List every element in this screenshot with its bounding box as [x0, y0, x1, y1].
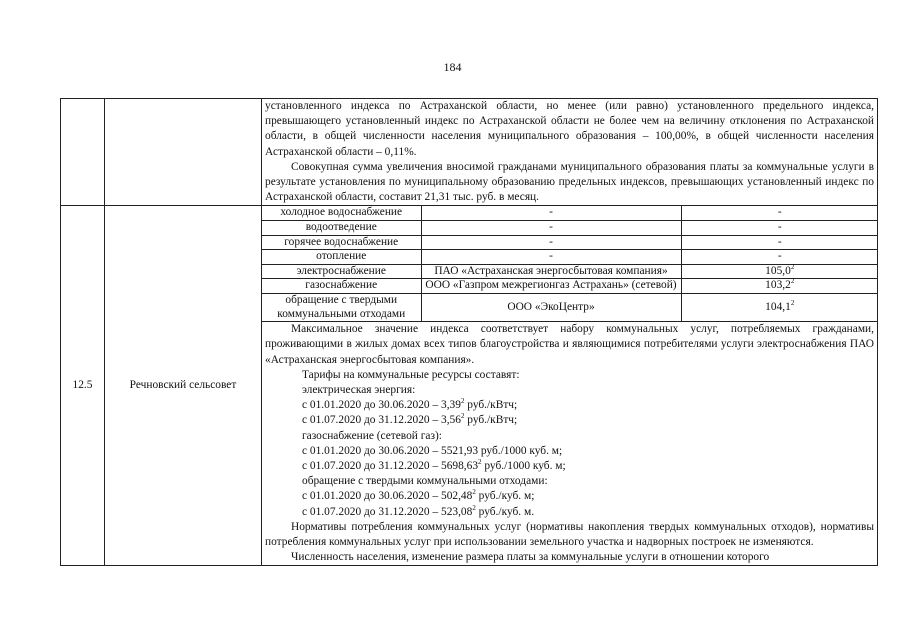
service-provider: ООО «ЭкоЦентр» [421, 293, 681, 321]
footnote-mark: 2 [460, 412, 465, 421]
tariff-unit: руб./1000 куб. м; [481, 460, 566, 472]
document-table [60, 98, 878, 566]
service-name: газоснабжение [262, 279, 421, 294]
footnote-mark: 2 [790, 263, 795, 271]
tariff-text: с 01.07.2020 до 31.12.2020 – 5698,63 [302, 460, 479, 472]
tariff-text: с 01.01.2020 до 30.06.2020 – 502,48 [302, 490, 473, 503]
service-index [681, 279, 878, 294]
service-row [262, 279, 878, 294]
municipality-row [61, 206, 878, 322]
paragraph: Нормативы потребления коммунальных услуг (нормативы накопления твердых коммунальных отходов), нормативы потребления коммунальных услуг при использовании земельного участка и надворных построек не изменяются. [265, 520, 874, 549]
text-line: Тарифы на коммунальные ресурсы составят: [302, 368, 520, 381]
service-provider: - [421, 235, 681, 250]
service-name: электроснабжение [262, 264, 421, 279]
description-cell [262, 322, 878, 566]
tariff-line [265, 489, 874, 504]
footnote-mark: 2 [478, 458, 482, 467]
tariff-line [265, 398, 874, 413]
service-index [681, 235, 878, 250]
tariff-text: с 01.01.2020 до 30.06.2020 – 3,39 [302, 399, 461, 412]
row-number: 12.5 [61, 206, 105, 566]
continuation-text-cell [262, 99, 878, 206]
paragraph: Численность населения, изменение размера платы за коммунальные услуги в отношении которого [291, 551, 770, 564]
paragraph: установленного индекса по Астраханской области, но менее (или равно) установленного предельного индекса, превышающего установленный индекс по Астраханской области не более чем на величину отклонения по Астраханской области, в общей численности населения муниципального образования – 100,00%, в общей численности населения Астраханской области – 0,11%. [265, 100, 874, 158]
tariff-line [265, 413, 874, 428]
tariff-text: с 01.07.2020 до 31.12.2020 – 523,08 [302, 505, 473, 518]
tariff-line [265, 444, 874, 459]
service-provider: - [421, 250, 681, 265]
index-value: 105,0 [765, 264, 791, 277]
service-row [262, 264, 878, 279]
service-name: холодное водоснабжение [262, 206, 421, 220]
index-value: - [777, 235, 782, 248]
index-value: 104,1 [765, 300, 791, 313]
service-index [681, 221, 878, 236]
tariff-unit: руб./кВтч; [464, 414, 518, 427]
footnote-mark: 2 [790, 298, 795, 307]
service-index [681, 206, 878, 220]
service-row [262, 250, 878, 265]
paragraph: Совокупная сумма увеличения вносимой гражданами муниципального образования платы за коммунальные услуги в результате установления по муниципальному образованию предельных индексов, превышающих установленный индекс по Астраханской области, составит 21,31 тыс. руб. в месяц. [265, 160, 874, 204]
service-provider: ПАО «Астраханская энергосбытовая компания» [421, 264, 681, 279]
index-value: - [777, 206, 782, 219]
services-table [262, 206, 878, 322]
service-index [681, 250, 878, 265]
service-index [681, 264, 878, 279]
service-row [262, 221, 878, 236]
tariff-unit: руб./куб. м. [475, 505, 535, 518]
tariff-unit: руб./кВтч; [464, 399, 518, 412]
index-value: 103,2 [765, 279, 791, 292]
service-provider: - [421, 221, 681, 236]
text-line: газоснабжение (сетевой газ): [302, 429, 442, 442]
text-line: электрическая энергия: [302, 383, 416, 396]
page-number: 184 [443, 60, 462, 74]
tariff-text: с 01.01.2020 до 30.06.2020 – 5521,93 руб./1000 куб. м; [302, 444, 563, 457]
service-provider: ООО «Газпром межрегионгаз Астрахань» (сетевой) [421, 279, 681, 294]
service-name: отопление [262, 250, 421, 265]
services-cell [262, 206, 878, 322]
service-row [262, 293, 878, 321]
empty-number-cell [61, 99, 105, 206]
tariff-line [265, 505, 874, 520]
footnote-mark: 2 [472, 488, 476, 497]
empty-name-cell [105, 99, 262, 206]
service-row [262, 235, 878, 250]
text-line: обращение с твердыми коммунальными отходами: [302, 475, 548, 488]
service-provider: - [421, 206, 681, 220]
index-value: - [777, 221, 782, 234]
footnote-mark: 2 [790, 277, 795, 286]
tariff-text: с 01.07.2020 до 31.12.2020 – 3,56 [302, 414, 461, 427]
continuation-row [61, 99, 878, 206]
service-row [262, 206, 878, 220]
service-name: водоотведение [262, 221, 421, 236]
footnote-mark: 2 [460, 397, 465, 406]
tariff-unit: руб./куб. м; [475, 490, 535, 503]
footnote-mark: 2 [472, 503, 476, 512]
service-name: горячее водоснабжение [262, 235, 421, 250]
service-name: обращение с твердыми коммунальными отходами [262, 293, 421, 321]
tariff-line [265, 459, 874, 474]
paragraph: Максимальное значение индекса соответствует набору коммунальных услуг, потребляемых гражданами, проживающими в жилых домах всех типов благоустройства и являющимися потребителями услуги электроснабжения ПАО «Астраханская энергосбытовая компания». [265, 323, 874, 366]
index-value: - [777, 250, 782, 263]
service-index [681, 293, 878, 321]
municipality-name: Речновский сельсовет [105, 206, 262, 566]
